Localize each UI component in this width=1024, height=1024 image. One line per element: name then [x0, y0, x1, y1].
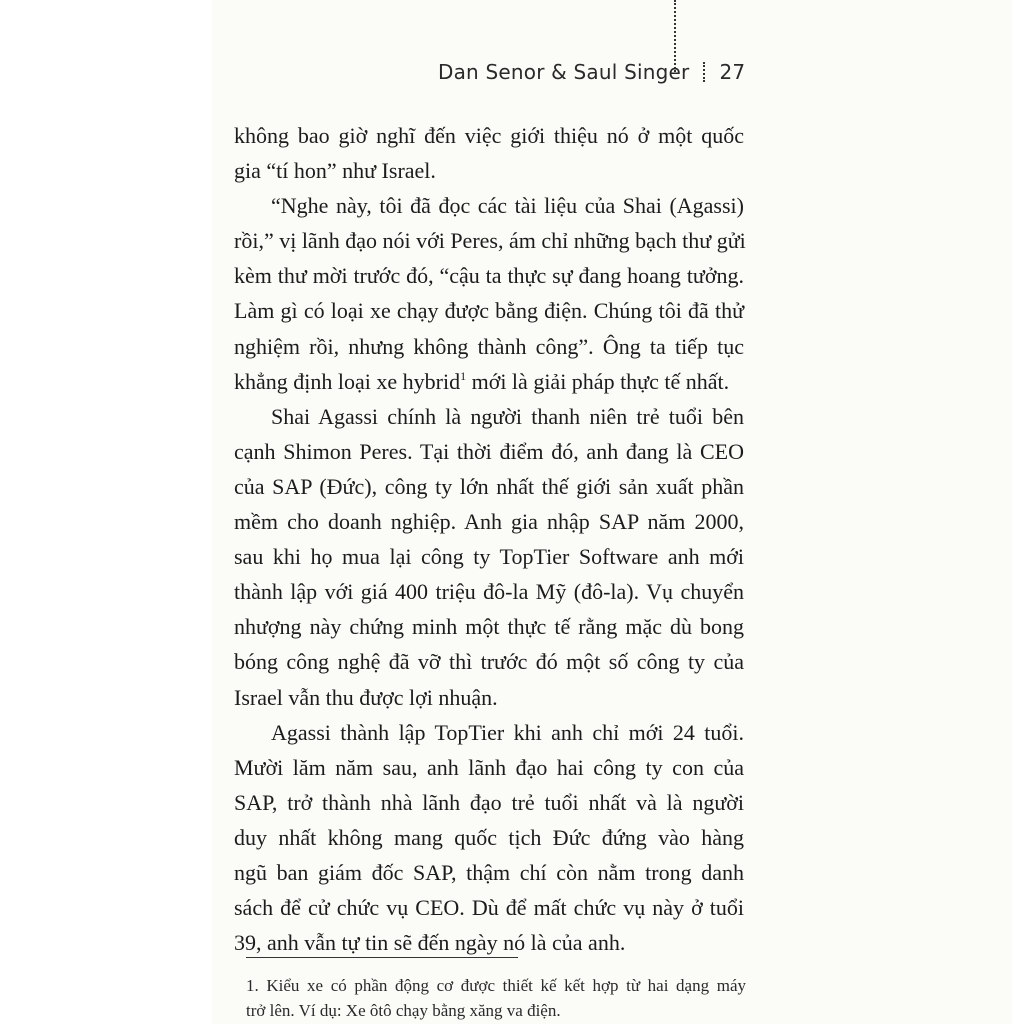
footnote [246, 973, 746, 1023]
body-text [234, 118, 744, 960]
text-fragment: mới là giải pháp thực tế nhất. [466, 368, 730, 394]
text-fragment: khẳng định loại xe hybrid [234, 368, 461, 394]
text-line [234, 364, 744, 399]
text-line: duy nhất không mang quốc tịch Đức đứng vào hàng [234, 824, 744, 850]
text-line: Mười lăm năm sau, anh lãnh đạo hai công ty con của [234, 754, 744, 780]
text-line: nhượng này chứng minh một thực tế rằng mặc dù bong [234, 614, 744, 640]
text-line: ngũ ban giám đốc SAP, thậm chí còn nằm trong danh [234, 859, 744, 885]
text-line: của SAP (Đức), công ty lớn nhất thế giới sản xuất phần [234, 473, 744, 499]
text-line: sau khi họ mua lại công ty TopTier Software anh mới [234, 544, 744, 570]
text-line: Agassi thành lập TopTier khi anh chỉ mới 24 tuổi. [271, 719, 744, 745]
footnote-line: 1. Kiểu xe có phần động cơ được thiết kế kết hợp từ hai dạng máy [246, 976, 746, 995]
text-line: nghiệm rồi, nhưng không thành công”. Ông ta tiếp tục [234, 333, 744, 359]
text-line: 39, anh vẫn tự tin sẽ đến ngày nó là của anh. [234, 930, 626, 956]
paragraph-toptier [234, 715, 744, 961]
running-header [438, 60, 745, 84]
footnote-divider [246, 957, 518, 958]
paragraph-continuation [234, 118, 744, 188]
text-line: Shai Agassi chính là người thanh niên trẻ tuổi bên [271, 403, 744, 429]
page-number: 27 [719, 60, 746, 84]
footnote-marker: 1 [460, 368, 467, 383]
text-line: “Nghe này, tôi đã đọc các tài liệu của Shai (Agassi) [271, 193, 744, 219]
text-line: mềm cho doanh nghiệp. Anh gia nhập SAP năm 2000, [234, 509, 744, 535]
text-line: Israel vẫn thu được lợi nhuận. [234, 684, 498, 710]
paragraph-shai-agassi [234, 399, 744, 715]
text-line: Làm gì có loại xe chạy được bằng điện. Chúng tôi đã thử [234, 298, 744, 324]
text-line: gia “tí hon” như Israel. [234, 158, 436, 184]
text-line: rồi,” vị lãnh đạo nói với Peres, ám chỉ những bạch thư gửi [234, 228, 746, 254]
book-page [212, 0, 1012, 1024]
text-line: sách để cử chức vụ CEO. Dù để mất chức vụ này ở tuổi [234, 895, 744, 921]
text-line: cạnh Shimon Peres. Tại thời điểm đó, anh đang là CEO [234, 438, 744, 464]
paragraph-quote [234, 188, 744, 399]
text-line: không bao giờ nghĩ đến việc giới thiệu nó ở một quốc [234, 123, 744, 148]
text-line: SAP, trở thành nhà lãnh đạo trẻ tuổi nhất và là người [234, 789, 744, 815]
header-separator [703, 62, 705, 82]
text-line: bóng công nghệ đã vỡ thì trước đó một số công ty của [234, 649, 744, 675]
text-line: kèm thư mời trước đó, “cậu ta thực sự đang hoang tưởng. [234, 263, 744, 289]
text-line: thành lập với giá 400 triệu đô-la Mỹ (đô-la). Vụ chuyển [234, 579, 744, 605]
header-authors: Dan Senor & Saul Singer [438, 60, 690, 84]
footnote-line: trở lên. Ví dụ: Xe ôtô chạy bằng xăng va điện. [246, 1001, 561, 1020]
